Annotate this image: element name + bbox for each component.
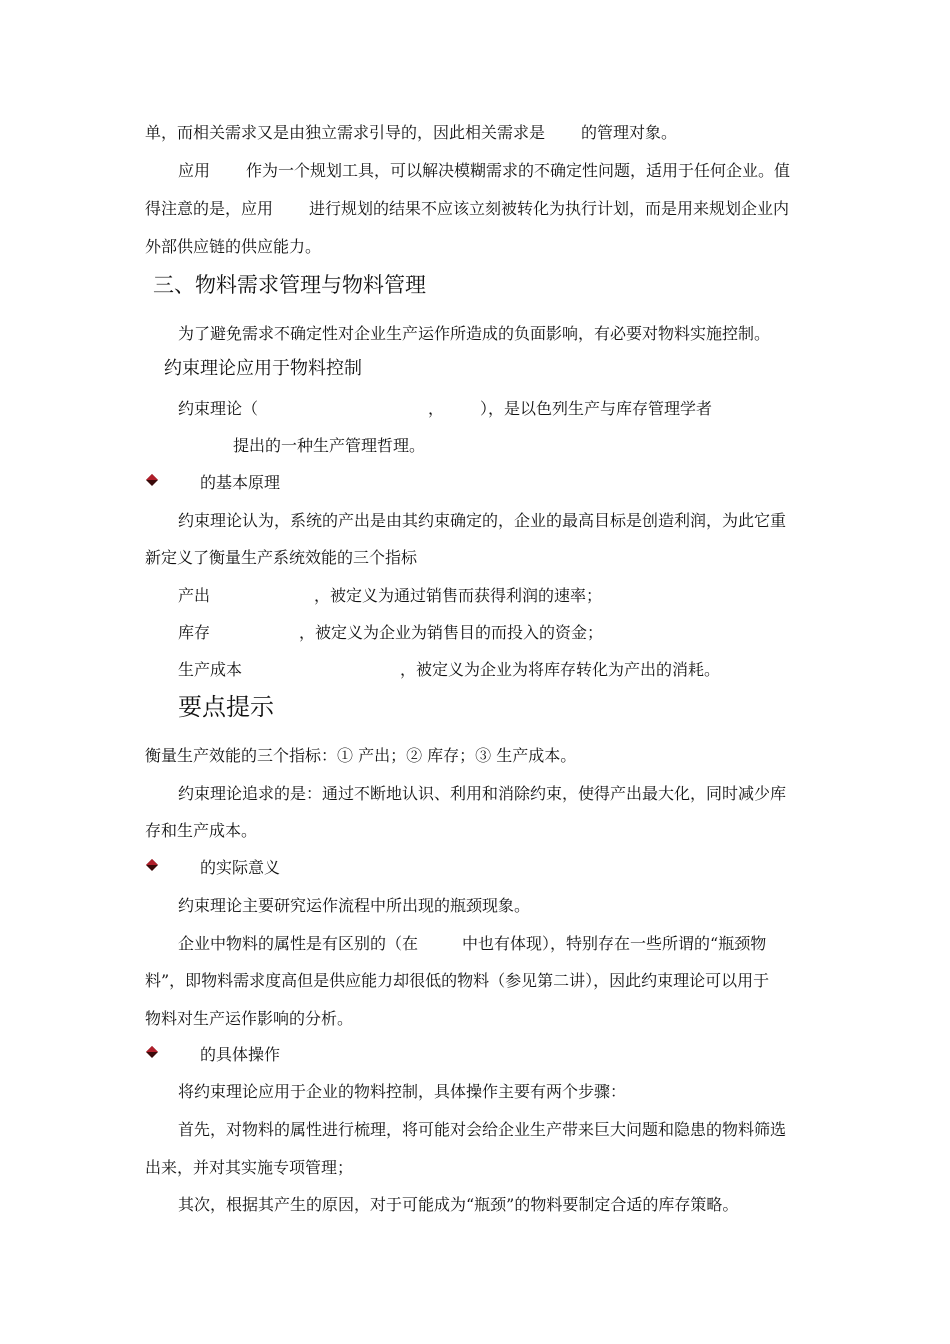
paragraph-line: 首先，对物料的属性进行梳理，将可能对会给企业生产带来巨大问题和隐患的物料筛选 [178, 1120, 787, 1139]
paragraph-line: 将约束理论应用于企业的物料控制，具体操作主要有两个步骤： [178, 1082, 627, 1101]
paragraph-line: 料”，即物料需求度高但是供应能力却很低的物料（参见第二讲），因此约束理论可以用于 [145, 971, 770, 990]
paragraph-line: 约束理论追求的是：通过不断地认识、利用和消除约束，使得产出最大化，同时减少库 [178, 784, 787, 803]
bullet-heading: 的实际意义 [200, 858, 281, 877]
definition-line: 库存 ，被定义为企业为销售目的而投入的资金； [178, 623, 604, 642]
diamond-bullet-icon [145, 858, 159, 872]
paragraph-line: 提出的一种生产管理哲理。 [233, 436, 426, 455]
paragraph-line: 约束理论认为，系统的产出是由其约束确定的，企业的最高目标是创造利润，为此它重 [178, 511, 787, 530]
paragraph-line: 出来，并对其实施专项管理； [145, 1158, 354, 1177]
diamond-bullet-icon [145, 473, 159, 487]
paragraph-line: 外部供应链的供应能力。 [145, 237, 322, 256]
subsection-heading: 约束理论应用于物料控制 [164, 358, 362, 379]
definition-line: 生产成本 ，被定义为企业为将库存转化为产出的消耗。 [178, 660, 721, 679]
definition-line: 产出 ，被定义为通过销售而获得利润的速率； [178, 586, 603, 605]
tips-heading: 要点提示 [178, 693, 274, 721]
paragraph-line: 约束理论（ ， ），是以色列生产与库存管理学者 [178, 399, 713, 418]
paragraph-line: 其次，根据其产生的原因，对于可能成为“瓶颈”的物料要制定合适的库存策略。 [178, 1195, 739, 1214]
paragraph-line: 存和生产成本。 [145, 821, 258, 840]
paragraph-line: 为了避免需求不确定性对企业生产运作所造成的负面影响，有必要对物料实施控制。 [178, 324, 771, 343]
paragraph-line: 得注意的是，应用 进行规划的结果不应该立刻被转化为执行计划，而是用来规划企业内 [145, 199, 790, 218]
paragraph-line: 衡量生产效能的三个指标：① 产出；② 库存；③ 生产成本。 [145, 746, 577, 765]
paragraph-line: 约束理论主要研究运作流程中所出现的瓶颈现象。 [178, 896, 531, 915]
bullet-heading: 的基本原理 [200, 473, 281, 492]
paragraph-line: 企业中物料的属性是有区别的（在 中也有体现），特别存在一些所谓的“瓶颈物 [178, 934, 767, 953]
bullet-heading: 的具体操作 [200, 1045, 281, 1064]
paragraph-line: 新定义了衡量生产系统效能的三个指标 [145, 548, 418, 567]
paragraph-line: 物料对生产运作影响的分析。 [145, 1009, 354, 1028]
diamond-bullet-icon [145, 1045, 159, 1059]
section-heading: 三、物料需求管理与物料管理 [153, 273, 426, 297]
paragraph-line: 应用 作为一个规划工具，可以解决模糊需求的不确定性问题，适用于任何企业。值 [178, 161, 791, 180]
paragraph-line: 单，而相关需求又是由独立需求引导的，因此相关需求是 的管理对象。 [145, 123, 678, 142]
